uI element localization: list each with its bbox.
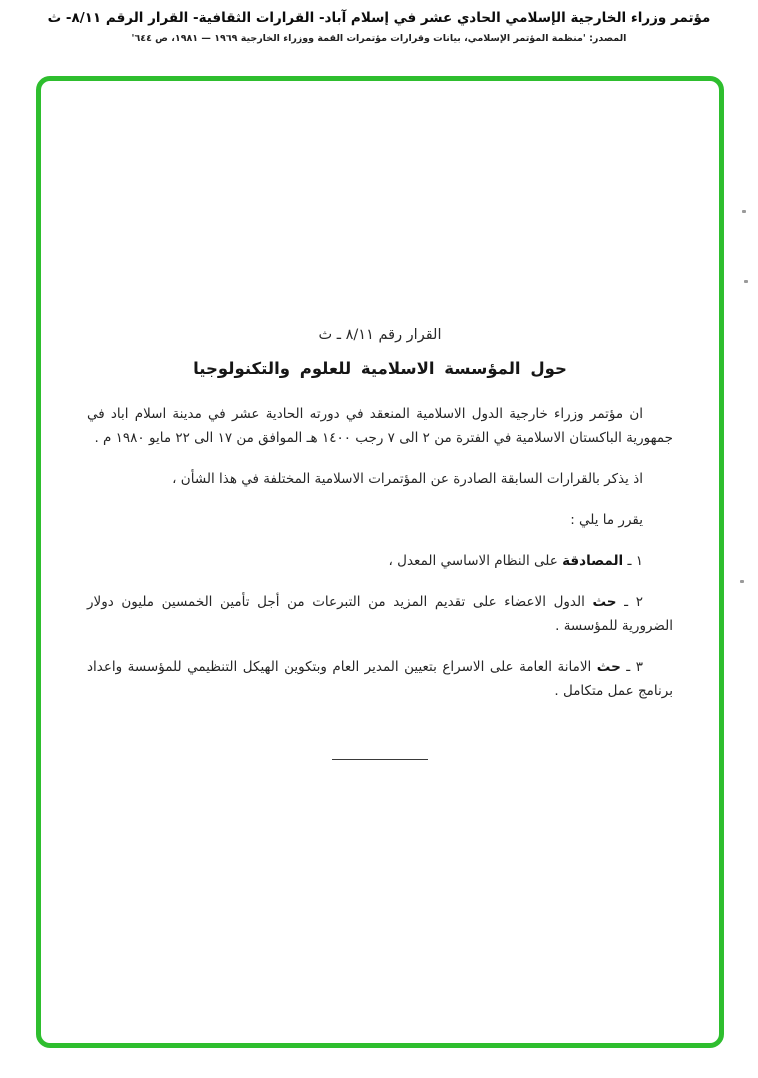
- resolution-item: [87, 590, 673, 638]
- resolution-number-line: القرار رقم ٨/١١ ـ ث: [318, 327, 442, 343]
- document-header: [0, 10, 758, 44]
- resolution-item: [87, 549, 673, 573]
- header-title-line: مؤتمر وزراء الخارجية الإسلامي الحادي عشر في إسلام آباد- القرارات الثقافية- القرار الرقم ٨/١١- ث: [47, 10, 711, 26]
- item-text: الامانة العامة على الاسراع بتعيين المدير العام وبتكوين الهيكل التنظيمي للمؤسسة واعداد برنامج عمل متكامل .: [87, 659, 673, 699]
- item-number: ١ ـ: [623, 553, 643, 569]
- resolution-body: [41, 81, 719, 760]
- scan-artifact: [744, 280, 748, 283]
- item-lead-word: حث: [596, 659, 621, 675]
- scanned-page-frame: [36, 76, 724, 1048]
- section-divider: [332, 759, 428, 760]
- item-lead-word: المصادقة: [562, 553, 624, 569]
- resolution-title: حول المؤسسة الاسلامية للعلوم والتكنولوجيا: [193, 359, 567, 378]
- scan-artifact: [740, 580, 744, 583]
- scan-artifact: [742, 210, 746, 213]
- resolution-item: [87, 655, 673, 703]
- preamble-paragraph: اذ يذكر بالقرارات السابقة الصادرة عن المؤتمرات الاسلامية المختلفة في هذا الشأن ،: [172, 471, 643, 487]
- header-source-line: المصدر: 'منظمة المؤتمر الإسلامي، بيانات وقرارات مؤتمرات القمة ووزراء الخارجية ١٩٦٩ — ١٩٨١، ص ٦٤٤': [131, 33, 627, 44]
- item-lead-word: حث: [592, 594, 617, 610]
- item-number: ٢ ـ: [616, 594, 643, 610]
- decides-line: يقرر ما يلي :: [570, 512, 643, 528]
- preamble-paragraph: ان مؤتمر وزراء خارجية الدول الاسلامية المنعقد في دورته الحادية عشر في مدينة اسلام اباد في جمهورية الباكستان الاسلامية في الفترة من ٢ الى ٧ رجب ١٤٠٠ هـ الموافق من ١٧ الى ٢٢ مايو ١٩٨٠ م .: [87, 406, 673, 446]
- item-text: على النظام الاساسي المعدل ،: [388, 553, 563, 569]
- item-number: ٣ ـ: [620, 659, 643, 675]
- item-text: الدول الاعضاء على تقديم المزيد من التبرعات من أجل تأمين الخمسين مليون دولار الضرورية للمؤسسة .: [87, 594, 673, 634]
